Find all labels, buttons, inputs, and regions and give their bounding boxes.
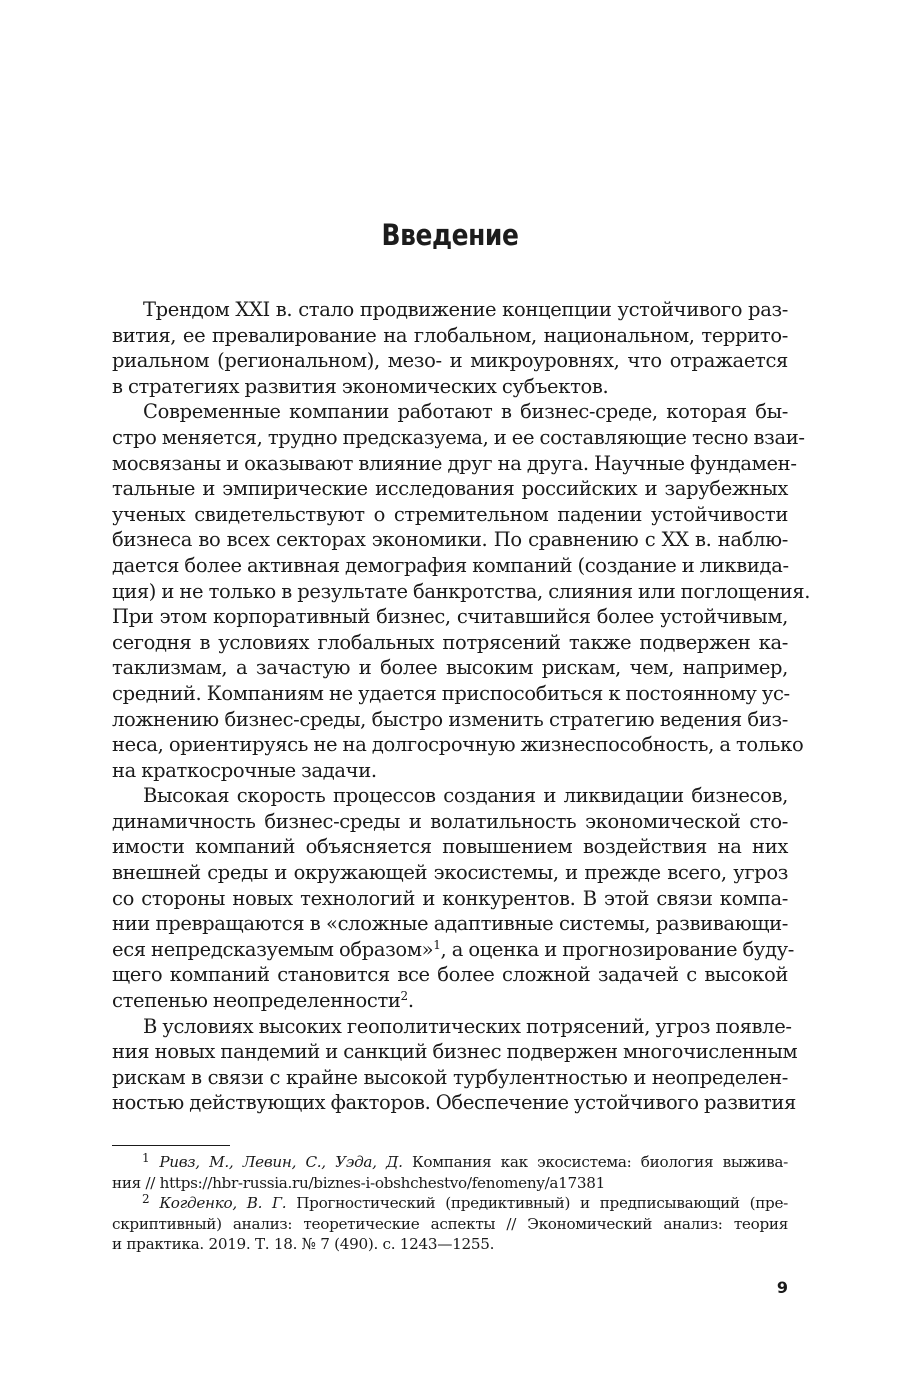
text-line — [112, 988, 788, 1014]
text-line: При этом корпоративный бизнес, считавшийся более устойчивым, — [112, 605, 788, 629]
footnote-separator — [112, 1145, 230, 1146]
footnote-1-link[interactable]: ния // https://hbr-russia.ru/biznes-i-obshchestvo/fenomeny/a17381 — [112, 1173, 605, 1192]
footnote-text: Прогностический (предиктивный) и предписывающий (пре- — [286, 1194, 788, 1212]
text-line: тальные и эмпирические исследования российских и зарубежных — [112, 477, 788, 501]
text-line: В условиях высоких геополитических потрясений, угроз появле- — [143, 1014, 792, 1038]
footnote-number: 2 — [142, 1192, 150, 1206]
text-line: динамичность бизнес-среды и волатильность экономической сто- — [112, 809, 788, 833]
chapter-title: Введение — [381, 218, 519, 252]
text-line: нии превращаются в «сложные адаптивные системы, развивающи- — [112, 912, 788, 936]
text-line: сегодня в условиях глобальных потрясений также подвержен ка- — [112, 630, 788, 654]
footnotes — [112, 1152, 788, 1255]
footnote-authors: Когденко, В. Г. — [159, 1194, 287, 1212]
footnote-1 — [112, 1152, 788, 1173]
footnote-text: и практика. 2019. Т. 18. № 7 (490). с. 1243—1255. — [112, 1235, 495, 1253]
footnote-text: Компания как экосистема: биология выжива- — [402, 1153, 788, 1171]
text-line: ция) и не только в результате банкротства, слияния или поглощения. — [112, 579, 811, 603]
text-line: стро меняется, трудно предсказуема, и ее составляющие тесно взаи- — [112, 425, 805, 449]
footnote-mark-1[interactable]: 1 — [433, 937, 441, 952]
text-line: со стороны новых технологий и конкурентов. В этой связи компа- — [112, 886, 788, 910]
text-fragment: степенью неопределенности — [112, 989, 401, 1013]
text-line: риальном (региональном), мезо- и микроуровнях, что отражается — [112, 349, 788, 373]
text-line: Трендом XXI в. стало продвижение концепции устойчивого раз- — [143, 298, 788, 321]
footnote-mark-2[interactable]: 2 — [400, 989, 408, 1004]
text-line: ученых свидетельствуют о стремительном падении устойчивости — [112, 502, 788, 526]
text-fragment: . — [407, 989, 414, 1013]
text-line: рискам в связи с крайне высокой турбулентностью и неопределен- — [112, 1065, 788, 1089]
footnote-authors: Ривз, М., Левин, С., Уэда, Д. — [159, 1153, 403, 1171]
text-line: мосвязаны и оказывают влияние друг на друга. Научные фундамен- — [112, 451, 797, 475]
page-number: 9 — [776, 1278, 788, 1297]
footnote-text: скриптивный) анализ: теоретические аспекты // Экономический анализ: теория — [112, 1214, 788, 1233]
text-line: ложнению бизнес-среды, быстро изменить стратегию ведения биз- — [112, 707, 788, 731]
text-line: Современные компании работают в бизнес-среде, которая бы- — [143, 400, 788, 424]
text-line: дается более активная демография компаний (создание и ликвида- — [112, 553, 789, 577]
text-line: внешней среды и окружающей экосистемы, и прежде всего, угроз — [112, 861, 788, 885]
text-line: ния новых пандемий и санкций бизнес подвержен многочисленным — [112, 1040, 798, 1064]
text-line: неса, ориентируясь не на долгосрочную жизнеспособность, а только — [112, 733, 804, 757]
text-line: щего компаний становится все более сложной задачей с высокой — [112, 963, 788, 987]
text-line: в стратегиях развития экономических субъектов. — [112, 374, 609, 398]
text-line: вития, ее превалирование на глобальном, национальном, террито- — [112, 323, 788, 347]
text-line: бизнеса во всех секторах экономики. По сравнению с XX в. наблю- — [112, 528, 788, 552]
footnote-number: 1 — [142, 1151, 150, 1165]
text-line: Высокая скорость процессов создания и ликвидации бизнесов, — [143, 784, 788, 808]
text-line: таклизмам, а зачастую и более высоким рискам, чем, например, — [112, 656, 788, 680]
text-line: на краткосрочные задачи. — [112, 758, 377, 782]
text-line: имости компаний объясняется повышением воздействия на них — [112, 835, 788, 859]
text-line: средний. Компаниям не удается приспособиться к постоянному ус- — [112, 681, 790, 705]
footnote-2 — [112, 1193, 788, 1214]
text-line — [112, 937, 795, 963]
text-line: ностью действующих факторов. Обеспечение устойчивого развития — [112, 1091, 796, 1115]
text-fragment: , а оценка и прогнозирование буду- — [440, 937, 795, 961]
main-text — [112, 297, 811, 1116]
text-fragment: еся непредсказуемым образом» — [112, 937, 434, 961]
